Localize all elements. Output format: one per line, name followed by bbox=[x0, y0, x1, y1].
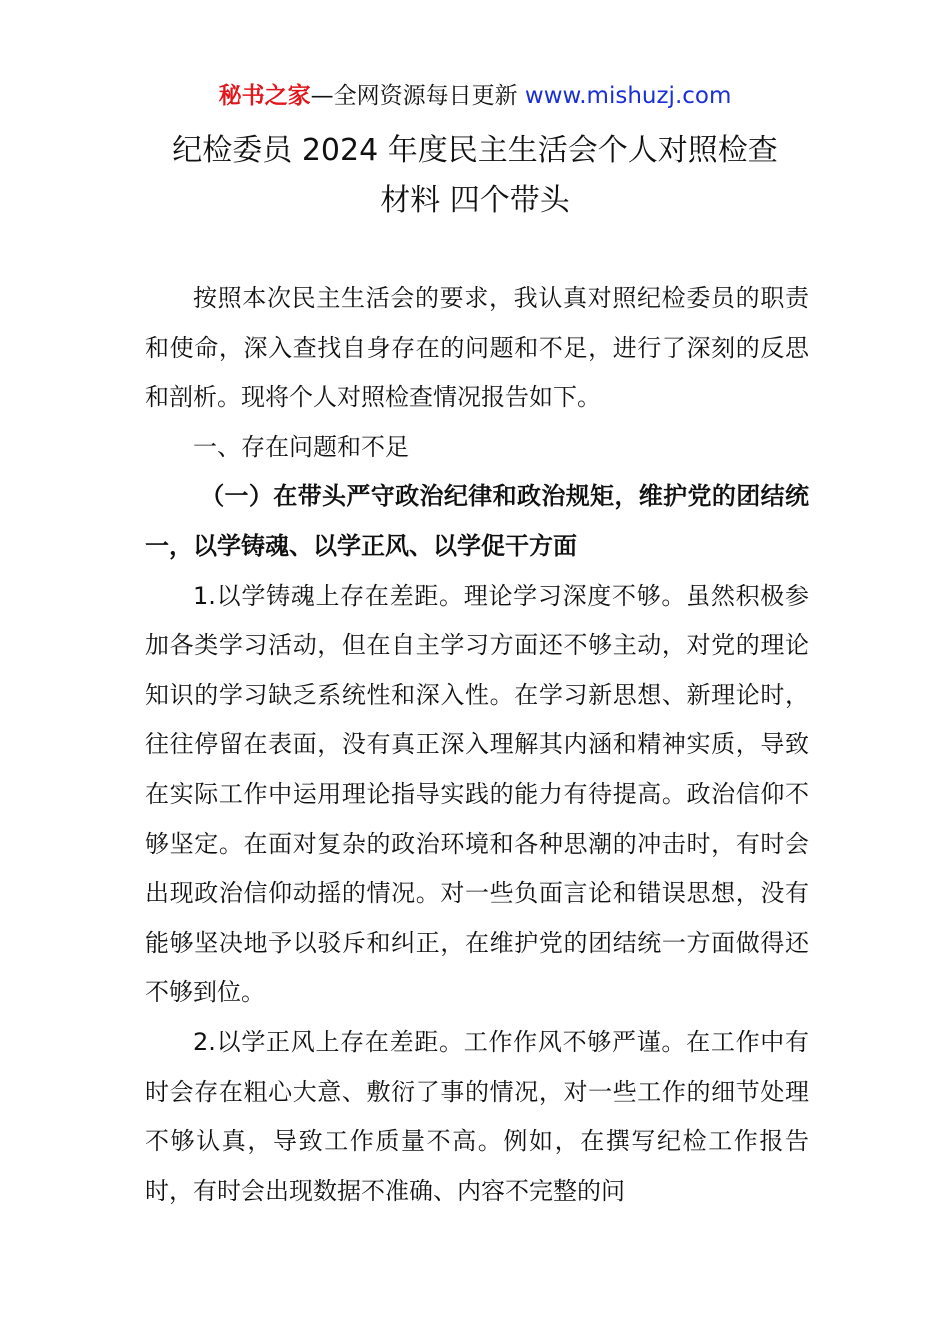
document-body bbox=[145, 274, 809, 1216]
body-paragraph: 1.以学铸魂上存在差距。理论学习深度不够。虽然积极参加各类学习活动，但在自主学习方面还不够主动，对党的理论知识的学习缺乏系统性和深入性。在学习新思想、新理论时，往往停留在表面，没有真正深入理解其内涵和精神实质，导致在实际工作中运用理论指导实践的能力有待提高。政治信仰不够坚定。在面对复杂的政治环境和各种思潮的冲击时，有时会出现政治信仰动摇的情况。对一些负面言论和错误思想，没有能够坚决地予以驳斥和纠正，在维护党的团结统一方面做得还不够到位。 bbox=[145, 581, 809, 1007]
section-heading: 一、存在问题和不足 bbox=[193, 432, 409, 461]
title-line-1: 纪检委员 2024 年度民主生活会个人对照检查 bbox=[172, 133, 778, 168]
body-paragraph: 2.以学正风上存在差距。工作作风不够严谨。在工作中有时会存在粗心大意、敷衍了事的情况，对一些工作的细节处理不够认真，导致工作质量不高。例如，在撰写纪检工作报告时，有时会出现数据不准确、内容不完整的问 bbox=[145, 1027, 809, 1205]
brand-name: 秘书之家 bbox=[218, 83, 311, 109]
site-header bbox=[0, 80, 950, 112]
document-title bbox=[110, 126, 840, 226]
site-url-link[interactable]: www.mishuzj.com bbox=[524, 83, 732, 109]
header-tagline: —全网资源每日更新 bbox=[310, 83, 518, 109]
title-line-2: 材料 四个带头 bbox=[380, 183, 570, 218]
intro-paragraph: 按照本次民主生活会的要求，我认真对照纪检委员的职责和使命，深入查找自身存在的问题和不足，进行了深刻的反思和剖析。现将个人对照检查情况报告如下。 bbox=[145, 284, 809, 412]
subsection-heading: （一）在带头严守政治纪律和政治规矩，维护党的团结统一，以学铸魂、以学正风、以学促干方面 bbox=[145, 482, 809, 560]
